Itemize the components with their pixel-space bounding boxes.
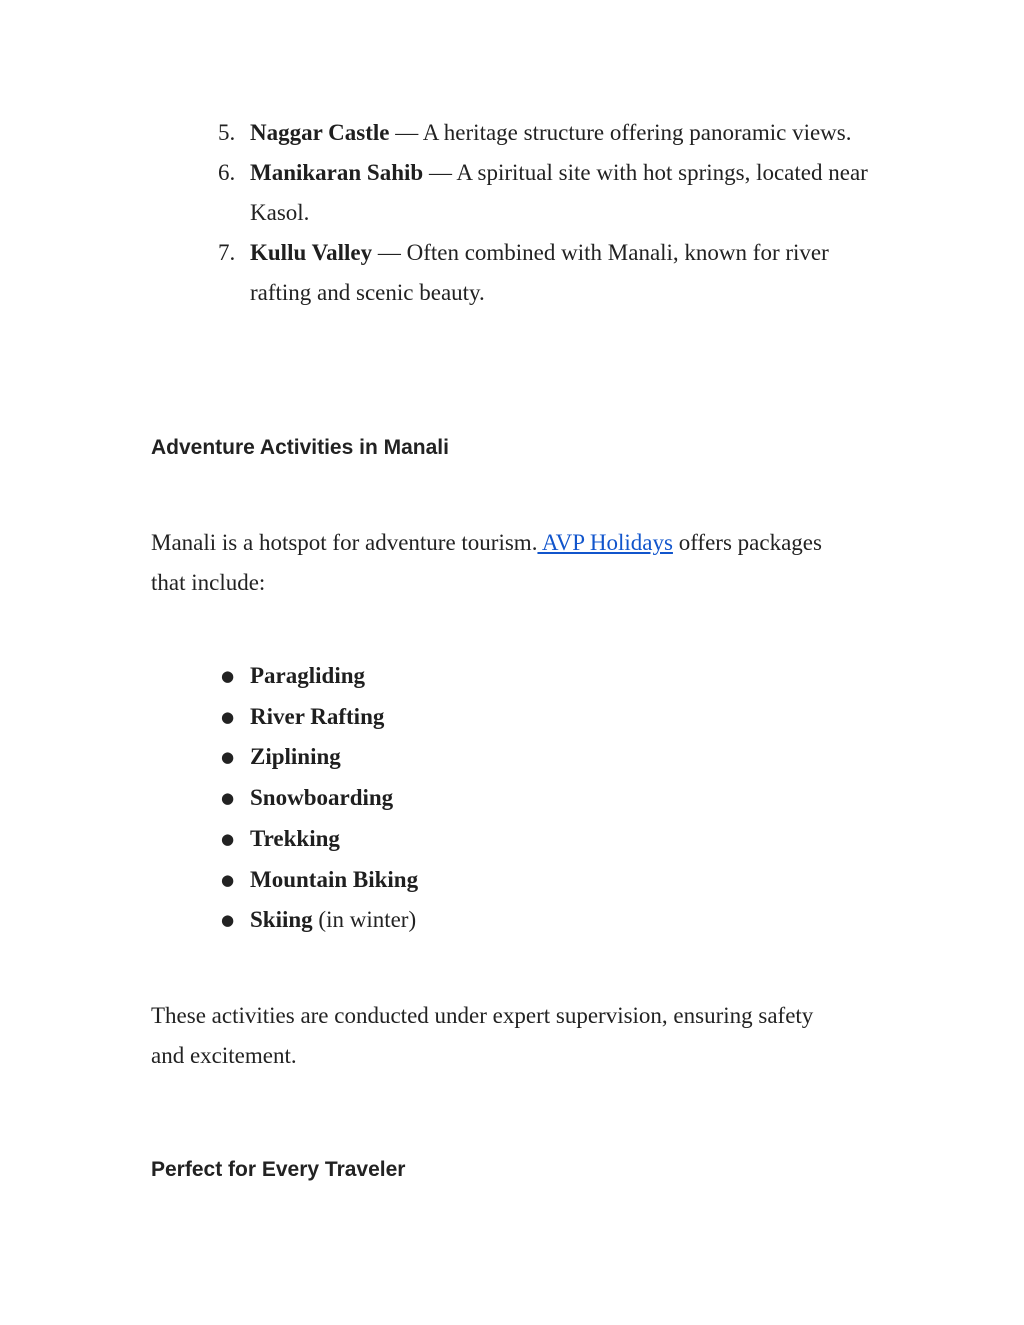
adventure-intro-paragraph [151,523,851,603]
activities-bullet-list [0,656,1024,941]
bullet-icon: ● [221,707,235,726]
activity-name: Mountain Biking [250,866,419,892]
activity-name: Snowboarding [250,785,394,811]
bullet-icon: ● [221,748,235,767]
list-item-trekking [0,819,1024,860]
activity-name: Skiing [250,907,313,933]
bullet-icon: ● [221,789,235,808]
list-item-river-rafting [0,697,1024,738]
bullet-icon: ● [221,911,235,930]
section-heading-perfect-traveler: Perfect for Every Traveler [151,1158,406,1181]
list-item-skiing [0,900,1024,941]
list-item-snowboarding [0,778,1024,819]
section-heading-adventure: Adventure Activities in Manali [151,436,449,459]
activity-note: (in winter) [312,907,417,933]
list-item-paragliding [0,656,1024,697]
bullet-icon: ● [221,870,235,889]
adventure-closing-paragraph: These activities are conducted under expert supervision, ensuring safety and excitement. [151,1003,814,1068]
avp-holidays-link[interactable]: AVP Holidays [537,530,673,555]
attraction-description: — A heritage structure offering panoramic views. [389,120,852,145]
attraction-description: — Often combined with Manali, known for river rafting and scenic beauty. [250,240,829,305]
activity-name: Ziplining [250,744,341,770]
list-number: 5. [218,120,236,145]
list-number: 6. [218,160,236,185]
bullet-icon: ● [221,829,235,848]
attractions-numbered-list [0,113,1024,313]
intro-text: Manali is a hotspot for adventure tourism. [151,530,538,555]
list-item-ziplining [0,737,1024,778]
attraction-title: Manikaran Sahib [250,160,424,185]
activity-name: River Rafting [250,703,385,729]
intro-text-continued: offers packages that include: [151,530,822,595]
list-item-mountain-biking [0,860,1024,901]
activity-name: Paragliding [250,663,366,688]
attraction-title: Kullu Valley [250,240,373,265]
list-item-naggar-castle [0,113,1024,153]
attraction-title: Naggar Castle [250,120,390,145]
activity-name: Trekking [250,825,340,851]
bullet-icon: ● [221,667,235,685]
list-item-kullu-valley [0,233,1024,313]
list-number: 7. [218,240,236,265]
attraction-description: — A spiritual site with hot springs, located near Kasol. [250,160,868,225]
list-item-manikaran-sahib [0,153,1024,233]
